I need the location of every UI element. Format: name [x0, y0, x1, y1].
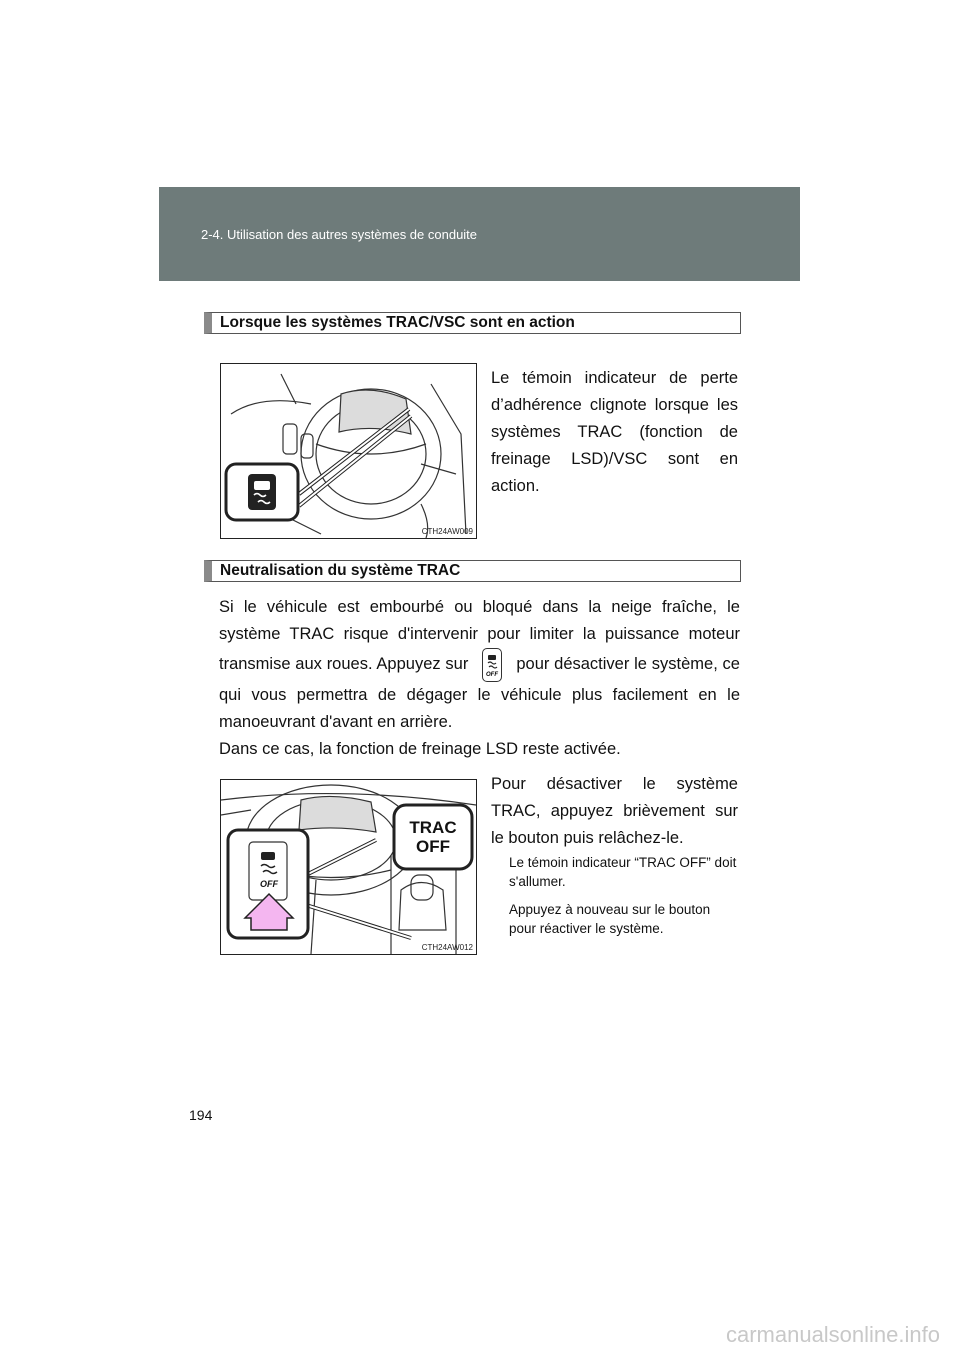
slip-indicator-description: Le témoin indicateur de perte d’adhérence clignote lorsque les systèmes TRAC (fonction de freinage LSD)/VSC sont en action. [491, 369, 738, 495]
svg-text:OFF: OFF [260, 879, 278, 889]
trac-off-instructions: Pour désactiver le système TRAC, appuyez brièvement sur le bouton puis relâchez-le. [491, 775, 738, 847]
chapter-title: 2-4. Utilisation des autres systèmes de conduite [201, 227, 478, 242]
chapter-header [159, 187, 800, 281]
trac-off-button-icon [482, 648, 502, 682]
note-reactivate: Appuyez à nouveau sur le bouton pour réactiver le système. [509, 902, 711, 936]
figure-trac-off-button [220, 779, 477, 955]
lsd-note: Dans ce cas, la fonction de freinage LSD reste activée. [219, 740, 621, 758]
page-number: 194 [189, 1107, 213, 1123]
trac-disable-paragraph [219, 594, 740, 736]
trac-off-callout: TRAC OFF [409, 818, 457, 856]
paragraph-part-1: Si le véhicule est embourbé ou bloqué dans la neige fraîche, le système TRAC risque d'intervenir pour limiter la puissance moteur transmise aux roues. Appuyez sur [219, 598, 740, 673]
svg-text:OFF: OFF [486, 672, 499, 678]
paragraph-part-2: pour désactiver le système, ce qui vous permettra de dégager le véhicule plus facilement en le manoeuvrant d'avant en arrière. [219, 655, 740, 731]
note-indicator-on: Le témoin indicateur “TRAC OFF” doit s'allumer. [509, 855, 737, 889]
figure-code: CTH24AW009 [421, 527, 473, 536]
section-heading-trac-vsc-action: Lorsque les systèmes TRAC/VSC sont en action [204, 312, 741, 334]
figure-code: CTH24AW012 [421, 943, 473, 952]
figure-dashboard-slip-indicator [220, 363, 477, 539]
section-heading-trac-disable: Neutralisation du système TRAC [204, 560, 741, 582]
watermark: carmanualsonline.info [725, 1322, 940, 1347]
